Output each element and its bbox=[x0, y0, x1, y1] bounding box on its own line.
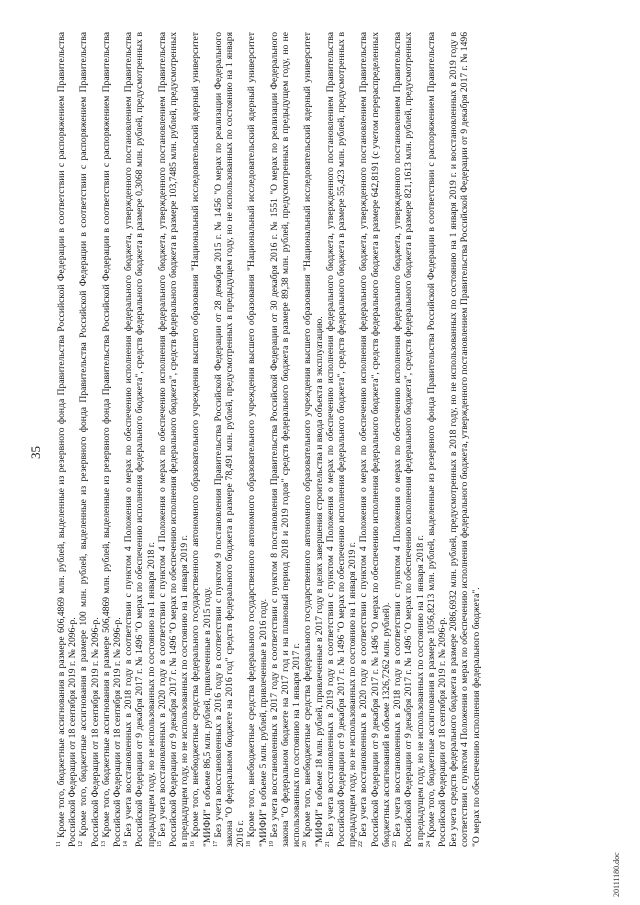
file-reference: 20111180.doc bbox=[612, 852, 621, 897]
footnote-number: 14 bbox=[123, 841, 130, 847]
footnote-number: 18 bbox=[246, 841, 253, 847]
footnote bbox=[56, 32, 78, 847]
footnote-number: 13 bbox=[100, 841, 107, 847]
footnote bbox=[101, 32, 123, 847]
footnote-text: Кроме того, внебюджетные средства федерального государственного автономного образовательного учреждения высшего образования "Национальный исследовательский ядерный университет "МИФИ" в объеме 18 млн. рублей, привлеченные в 2017 году в целях завершения строительства и ввода объекта в эксплуатацию. bbox=[302, 32, 325, 847]
footnote bbox=[392, 32, 426, 847]
footnote-number: 24 bbox=[425, 841, 432, 847]
footnote bbox=[190, 32, 212, 847]
footnote-text: Без учета восстановленных в 2019 году в соответствии с пунктом 4 Положения о мерах по обеспечению исполнения федерального бюджета, утвержденного постановлением Правительства Российской Федерации от 9 декабря 2017 г. № 1496 "О мерах по обеспечению исполнения федерального бюджета", средств федерального бюджета в размере 55,423 млн. рублей, предусмотренных в предыдущем году, но не использованных по состоянию на 1 января 2019 г. bbox=[324, 31, 359, 847]
footnote bbox=[325, 32, 359, 847]
footnote bbox=[269, 32, 303, 847]
footnote-text: Без учета восстановленных в 2016 году в соответствии с пунктом 9 постановления Правительства Российской Федерации от 28 декабря 2015 г. № 1456 "О мерах по реализации Федерального закона "О федеральном бюджете на 2016 год" средств федерального бюджета в размере 78,491 млн. рублей, предусмотренных в предыдущем году, но не использованных по состоянию на 1 января 2016 г. bbox=[212, 31, 247, 847]
footnote bbox=[157, 32, 191, 847]
footnote bbox=[358, 32, 392, 847]
footnotes-block bbox=[56, 32, 482, 847]
footnote bbox=[448, 32, 482, 847]
footnote-text: Кроме того, бюджетные ассигнования в размере 506,4869 млн. рублей, выделенные из резервного фонда Правительства Российской Федерации в соответствии с распоряжением Правительства Российской Федерации от 18 сентября 2019 г. № 2096-р. bbox=[100, 32, 124, 847]
footnote-text: Без учета восстановленных в 2018 году в соответствии с пунктом 4 Положения о мерах по обеспечению исполнения федерального бюджета, утвержденного постановлением Правительства Российской Федерации от 9 декабря 2017 г. № 1496 "О мерах по обеспечению исполнения федерального бюджета", средств федерального бюджета в размере 821,1613 млн. рублей, предусмотренных в предыдущем году, но не использованных по состоянию на 1 января 2018 г. bbox=[392, 31, 426, 847]
footnote-text: Без учета восстановленных в 2017 году в соответствии с пунктом 8 постановления Правительства Российской Федерации от 30 декабря 2016 г. № 1551 "О мерах по реализации Федерального закона "О федеральном бюджете на 2017 год и на плановый период 2018 и 2019 годов" средств федерального бюджета в размере 89,38 млн. рублей, предусмотренных в предыдущем году, но не использованных по состоянию на 1 января 2017 г. bbox=[268, 31, 303, 847]
footnote-number: 19 bbox=[268, 841, 275, 847]
footnote bbox=[213, 32, 247, 847]
footnote-text: Без учета восстановленных в 2020 году в соответствии с пунктом 4 Положения о мерах по обеспечению исполнения федерального бюджета, утвержденного постановлением Правительства Российской Федерации от 9 декабря 2017 г. № 1496 "О мерах по обеспечению исполнения федерального бюджета", средств федерального бюджета в размере 642,8191 (с учетом перераспределенных бюджетных ассигнований в объеме 1326,7262 млн. рублей). bbox=[358, 31, 392, 847]
footnote-number: 23 bbox=[391, 841, 398, 847]
footnote-text: Без учета средств федерального бюджета в размере 2086,6932 млн. рублей, предусмотренных в 2018 году, но не использованных по состоянию на 1 января 2019 г. и восстановленных в 2019 году в соответствии с пунктом 4 Положения о мерах по обеспечению исполнения федерального бюджета, утвержденного постановлением Правительства Российской Федерации от 9 декабря 2017 г. № 1496 "О мерах по обеспечению исполнения федерального бюджета". bbox=[448, 32, 482, 847]
page-number: 35 bbox=[28, 446, 43, 459]
footnote-text: Без учета восстановленных в 2020 году в соответствии с пунктом 4 Положения о мерах по обеспечению исполнения федерального бюджета, утвержденного постановлением Правительства Российской Федерации от 9 декабря 2017 г. № 1496 "О мерах по обеспечению исполнения федерального бюджета", средств федерального бюджета в размере 103,7485 млн. рублей, предусмотренных в предыдущем году, но не использованных по состоянию на 1 января 2019 г. bbox=[156, 31, 191, 847]
footnote-number: 20 bbox=[302, 841, 309, 847]
footnote-text: Без учета восстановленных в 2018 году в соответствии с пунктом 4 Положения о мерах по обеспечению исполнения федерального бюджета, утвержденного постановлением Правительства Российской Федерации от 9 декабря 2017 г. № 1496 "О мерах по обеспечению исполнения федерального бюджета", средств федерального бюджета в размере 0,3068 млн. рублей, предусмотренных в предыдущем году, но не использованных по состоянию на 1 января 2018 г. bbox=[123, 31, 157, 847]
footnote-text: Кроме того, бюджетные ассигнования в размере 100 млн. рублей, выделенные из резервного фонда Правительства Российской Федерации в соответствии с распоряжением Правительства Российской Федерации от 18 сентября 2019 г. № 2096-р. bbox=[78, 32, 101, 847]
footnote bbox=[302, 32, 324, 847]
footnote bbox=[123, 32, 157, 847]
footnote bbox=[426, 32, 448, 847]
footnote-number: 21 bbox=[324, 841, 331, 847]
footnote-number: 22 bbox=[358, 841, 365, 847]
footnote-text: Кроме того, внебюджетные средства федерального государственного автономного образовательного учреждения высшего образования "Национальный исследовательский ядерный университет "МИФИ" в объеме 5 млн. рублей, привлеченные в 2016 году. bbox=[246, 32, 269, 847]
footnote-number: 17 bbox=[212, 841, 219, 847]
footnote-text: Кроме того, бюджетные ассигнования в размере 1056,8213 млн. рублей, выделенные из резервного фонда Правительства Российской Федерации в соответствии с распоряжением Правительства Российской Федерации от 18 сентября 2019 г. № 2096-р. bbox=[425, 32, 448, 847]
footnote-number: 16 bbox=[190, 841, 197, 847]
footnote-text: Кроме того, внебюджетные средства федерального государственного автономного образовательного учреждения высшего образования "Национальный исследовательский ядерный университет "МИФИ" в объеме 86,5 млн. рублей, привлеченные в 2015 году. bbox=[190, 32, 213, 847]
footnote-number: 11 bbox=[55, 841, 62, 847]
footnote bbox=[78, 32, 100, 847]
footnote-number: 12 bbox=[78, 841, 85, 847]
footnote-text: Кроме того, бюджетные ассигнования в размере 606,4869 млн. рублей, выделенные из резервного фонда Правительства Российской Федерации в соответствии с распоряжением Правительства Российской Федерации от 18 сентября 2019 г. № 2096-р. bbox=[56, 32, 79, 847]
footnote-number: 15 bbox=[156, 841, 163, 847]
footnote bbox=[246, 32, 268, 847]
